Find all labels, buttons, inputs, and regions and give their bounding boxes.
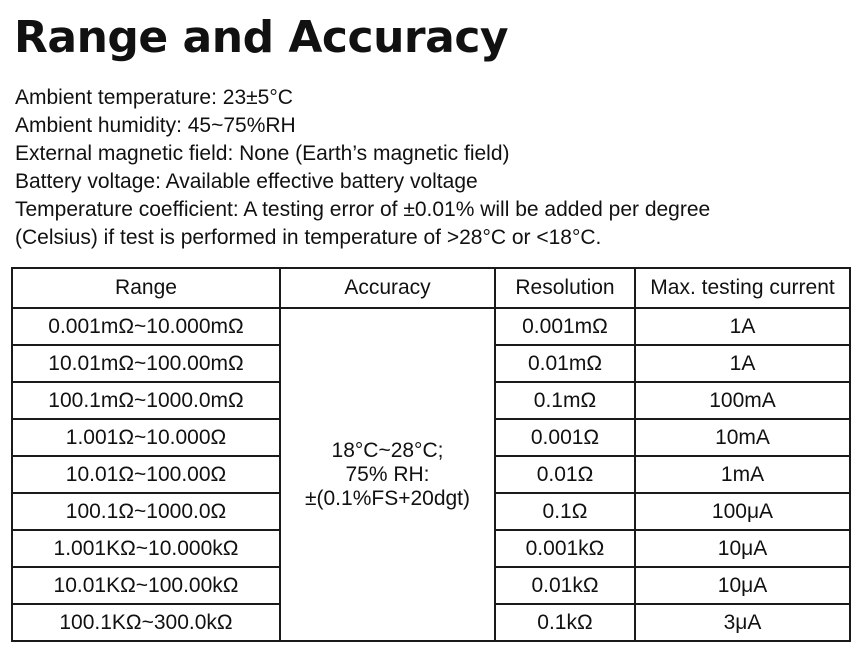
range-cell: 10.01mΩ~100.00mΩ	[12, 345, 280, 382]
resolution-cell: 0.001kΩ	[495, 530, 635, 567]
resolution-cell: 0.1mΩ	[495, 382, 635, 419]
range-cell: 100.1mΩ~1000.0mΩ	[12, 382, 280, 419]
header-max-testing-current: Max. testing current	[635, 268, 850, 308]
condition-ambient-temperature: Ambient temperature: 23±5°C	[15, 86, 293, 109]
header-accuracy: Accuracy	[280, 268, 495, 308]
current-cell: 100μA	[635, 493, 850, 530]
condition-battery-voltage: Battery voltage: Available effective battery voltage	[15, 170, 478, 193]
range-accuracy-table	[11, 267, 851, 642]
range-cell: 1.001Ω~10.000Ω	[12, 419, 280, 456]
page-title: Range and Accuracy	[14, 12, 509, 63]
resolution-cell: 0.001Ω	[495, 419, 635, 456]
table-header-row	[12, 268, 850, 308]
accuracy-cell	[280, 308, 495, 641]
resolution-cell: 0.1Ω	[495, 493, 635, 530]
current-cell: 1A	[635, 308, 850, 345]
range-cell: 100.1Ω~1000.0Ω	[12, 493, 280, 530]
condition-ambient-humidity: Ambient humidity: 45~75%RH	[15, 114, 296, 137]
header-range: Range	[12, 268, 280, 308]
resolution-cell: 0.1kΩ	[495, 604, 635, 641]
table-row	[12, 308, 850, 345]
current-cell: 1mA	[635, 456, 850, 493]
range-cell: 100.1KΩ~300.0kΩ	[12, 604, 280, 641]
condition-temperature-coefficient-continued: (Celsius) if test is performed in temperature of >28°C or <18°C.	[15, 226, 602, 249]
test-conditions	[15, 84, 855, 252]
resolution-cell: 0.01Ω	[495, 456, 635, 493]
resolution-cell: 0.001mΩ	[495, 308, 635, 345]
current-cell: 3μA	[635, 604, 850, 641]
condition-temperature-coefficient: Temperature coefficient: A testing error of ±0.01% will be added per degree	[15, 198, 711, 221]
current-cell: 1A	[635, 345, 850, 382]
condition-magnetic-field: External magnetic field: None (Earth’s magnetic field)	[15, 142, 510, 165]
range-cell: 10.01KΩ~100.00kΩ	[12, 567, 280, 604]
accuracy-humidity: 75% RH:	[345, 462, 430, 486]
resolution-cell: 0.01kΩ	[495, 567, 635, 604]
accuracy-temperature: 18°C~28°C;	[331, 438, 444, 462]
current-cell: 10μA	[635, 567, 850, 604]
current-cell: 10μA	[635, 530, 850, 567]
range-cell: 1.001KΩ~10.000kΩ	[12, 530, 280, 567]
range-cell: 0.001mΩ~10.000mΩ	[12, 308, 280, 345]
header-resolution: Resolution	[495, 268, 635, 308]
range-cell: 10.01Ω~100.00Ω	[12, 456, 280, 493]
resolution-cell: 0.01mΩ	[495, 345, 635, 382]
accuracy-tolerance: ±(0.1%FS+20dgt)	[304, 486, 471, 510]
current-cell: 100mA	[635, 382, 850, 419]
current-cell: 10mA	[635, 419, 850, 456]
